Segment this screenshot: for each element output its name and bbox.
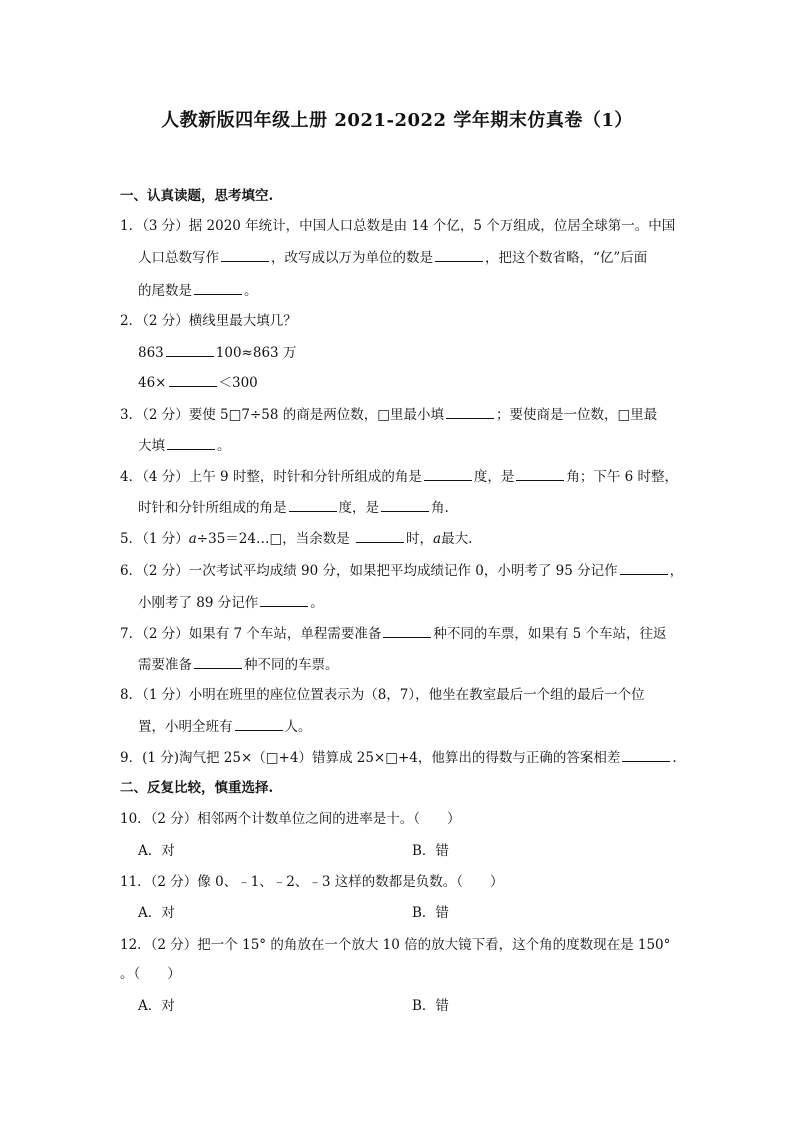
question-11: 11．（2 分）像 0、﹣1、﹣2、﹣3 这样的数都是负数。（ ） [120, 874, 504, 890]
question-8-line-1: 8．（1 分）小明在班里的座位位置表示为（8，7），他坐在教室最后一个组的最后一个位 [120, 687, 645, 703]
question-10: 10．（2 分）相邻两个计数单位之间的进率是十。（ ） [120, 811, 461, 827]
question-1-line-2: 人口总数写作 ，改写成以万为单位的数是 ，把这个数省略，“亿”后面 [138, 247, 647, 268]
answer-blank[interactable] [166, 342, 214, 357]
question-12-line-2: 。（ ） [120, 966, 181, 982]
question-1-line-3: 的尾数是 。 [138, 280, 258, 301]
question-1-line-1: 1．（3 分）据 2020 年统计，中国人口总数是由 14 个亿，5 个万组成，位居全球第一。中国 [120, 218, 676, 234]
answer-blank[interactable] [194, 280, 242, 295]
question-12-line-1: 12．（2 分）把一个 15° 的角放在一个放大 10 倍的放大镜下看，这个角的度数现在是 150° [120, 937, 671, 953]
answer-blank[interactable] [356, 528, 404, 543]
answer-blank[interactable] [381, 497, 429, 512]
page-title: 人教新版四年级上册 2021-2022 学年期末仿真卷（1） [161, 110, 633, 131]
section-heading-1: 一、认真读题，思考填空. [120, 188, 274, 204]
section-heading-2: 二、反复比较，慎重选择. [120, 780, 274, 796]
option-b[interactable]: B．错 [412, 998, 449, 1014]
option-b[interactable]: B．错 [412, 905, 449, 921]
question-4-line-2: 时针和分针所组成的角是 度，是 角. [138, 497, 449, 518]
question-7-line-1: 7．（2 分）如果有 7 个车站，单程需要准备 种不同的车票，如果有 5 个车站，往返 [120, 623, 667, 644]
option-a[interactable]: A．对 [138, 905, 175, 921]
question-4-line-1: 4．（4 分）上午 9 时整，时针和分针所组成的角是 度，是 角；下午 6 时整， [120, 466, 678, 487]
answer-blank[interactable] [620, 560, 668, 575]
answer-blank[interactable] [289, 497, 337, 512]
question-3-line-1: 3．（2 分）要使 5□7÷58 的商是两位数，□里最小填 ；要使商是一位数，□里最 [120, 404, 657, 425]
question-2-line-1: 2．（2 分）横线里最大填几？ [120, 313, 297, 329]
answer-blank[interactable] [383, 623, 431, 638]
answer-blank[interactable] [260, 592, 308, 607]
question-5: 5．（1 分）a÷35＝24…□，当余数是 时，a最大. [120, 528, 472, 549]
question-2-line-3: 46× ＜300 [138, 372, 258, 393]
answer-blank[interactable] [622, 747, 670, 762]
answer-blank[interactable] [221, 247, 269, 262]
question-8-line-2: 置，小明全班有 人。 [138, 716, 312, 737]
question-6-line-2: 小刚考了 89 分记作 。 [138, 592, 324, 613]
question-6-line-1: 6．（2 分）一次考试平均成绩 90 分，如果把平均成绩记作 0，小明考了 95 分记作 ， [120, 560, 683, 581]
answer-blank[interactable] [446, 404, 494, 419]
answer-blank[interactable] [516, 466, 564, 481]
answer-blank[interactable] [424, 466, 472, 481]
answer-blank[interactable] [235, 716, 283, 731]
question-2-line-2: 863 100≈863 万 [138, 342, 296, 363]
option-a[interactable]: A．对 [138, 843, 175, 859]
option-a[interactable]: A．对 [138, 998, 175, 1014]
answer-blank[interactable] [169, 372, 217, 387]
question-9: 9．(1 分)淘气把 25×（□+4）错算成 25×□+4，他算出的得数与正确的答案相差 . [120, 747, 677, 768]
question-7-line-2: 需要准备 种不同的车票。 [138, 654, 339, 675]
answer-blank[interactable] [435, 247, 483, 262]
option-b[interactable]: B．错 [412, 843, 449, 859]
question-3-line-2: 大填 。 [138, 435, 231, 456]
answer-blank[interactable] [167, 435, 215, 450]
answer-blank[interactable] [194, 654, 242, 669]
